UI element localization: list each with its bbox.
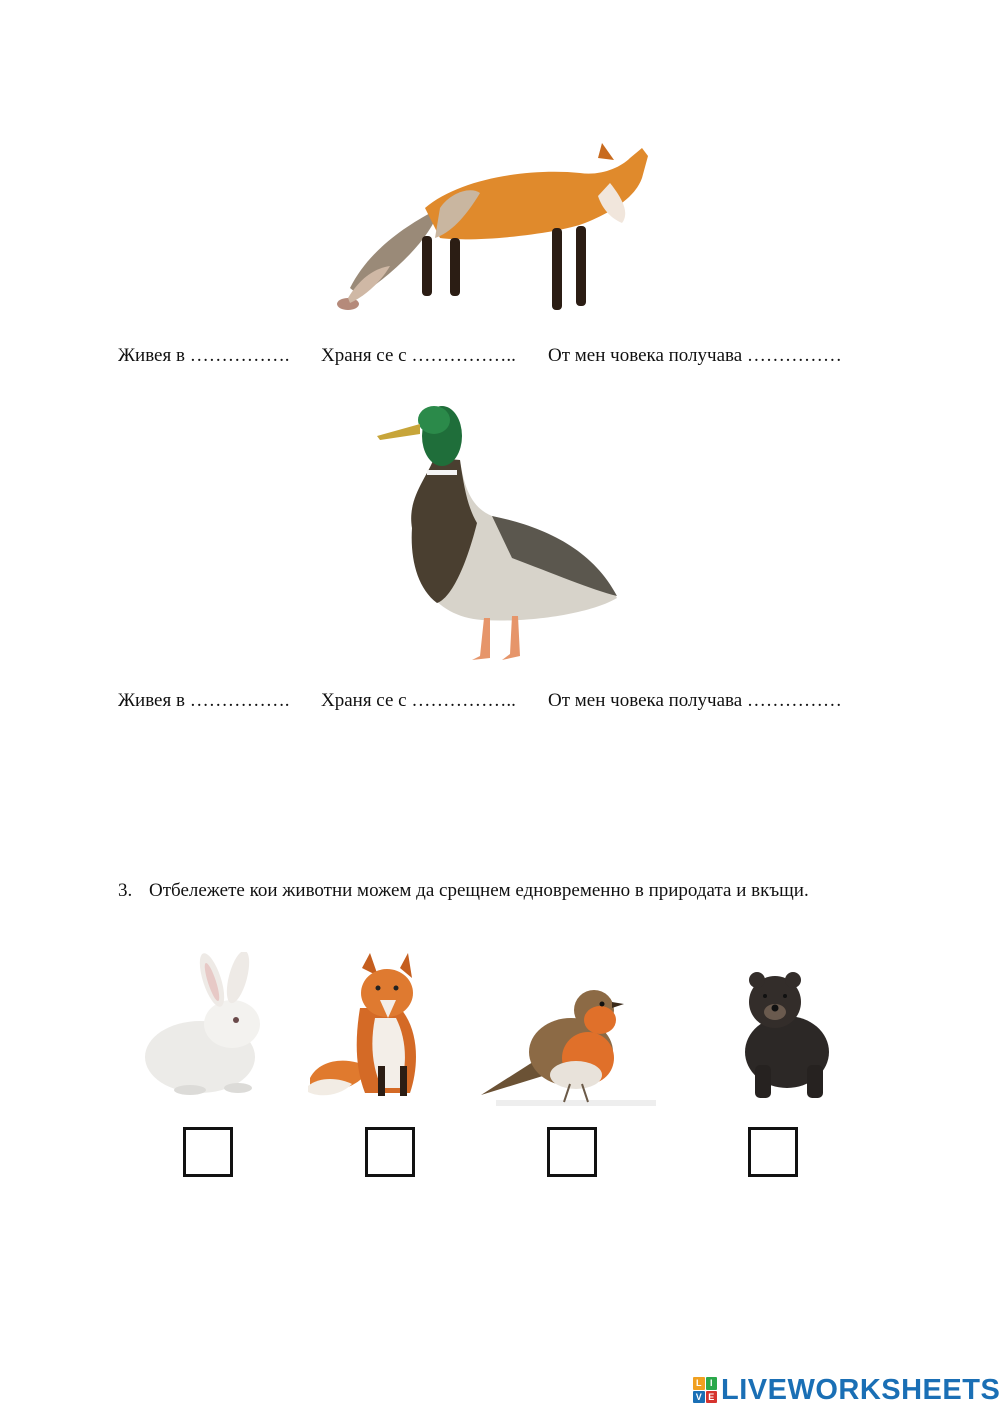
checkbox-rabbit[interactable] [183, 1127, 233, 1177]
lives-in-field[interactable]: Живея в ……………. [118, 345, 290, 366]
checkbox-robin[interactable] [547, 1127, 597, 1177]
logo-badge-icon: L I V E [693, 1377, 717, 1403]
task-3 [118, 880, 809, 902]
checkbox-bear[interactable] [748, 1127, 798, 1177]
eats-field[interactable]: Храня се с …………….. [321, 690, 516, 711]
task-number: 3. [118, 880, 133, 901]
eats-field[interactable]: Храня се с …………….. [321, 345, 516, 366]
robin-image [476, 980, 658, 1110]
checkbox-fox[interactable] [365, 1127, 415, 1177]
fox-standing-image [330, 138, 660, 318]
fill-in-row-duck [118, 690, 842, 712]
logo-wordmark: LIVEWORKSHEETS [721, 1373, 1000, 1406]
lives-in-field[interactable]: Живея в ……………. [118, 690, 290, 711]
human-gets-field[interactable]: От мен човека получава …………… [548, 690, 842, 711]
human-gets-field[interactable]: От мен човека получава …………… [548, 345, 842, 366]
fox-sitting-image [300, 948, 430, 1100]
fill-in-row-fox [118, 345, 842, 367]
duck-image [372, 398, 627, 663]
task-text: Отбележете кои животни можем да срещнем едновременно в природата и вкъщи. [149, 880, 809, 901]
bear-image [735, 970, 835, 1102]
liveworksheets-logo [693, 1373, 1000, 1407]
rabbit-image [140, 952, 270, 1097]
